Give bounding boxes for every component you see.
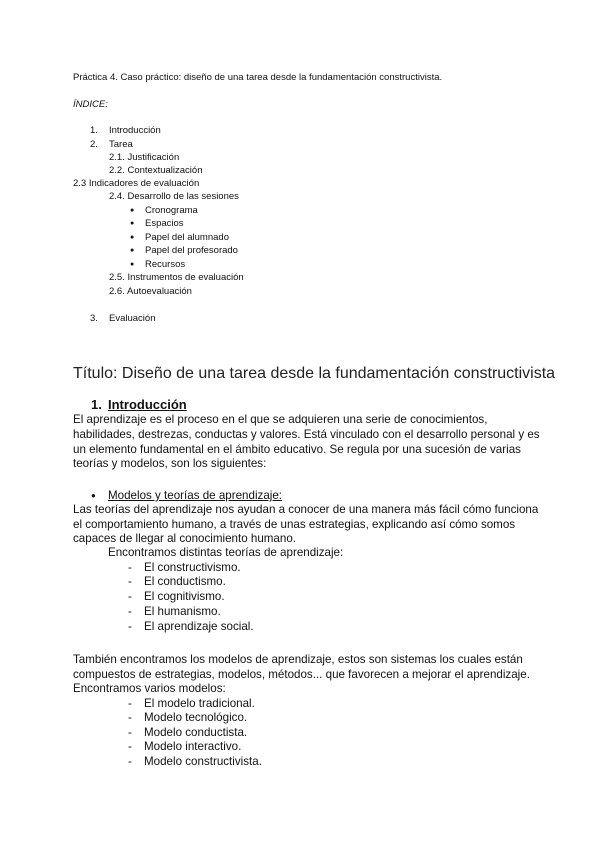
dash-icon: - — [128, 740, 132, 753]
bullet-icon: ● — [130, 247, 135, 254]
index-item: 2.1. Justificación — [109, 152, 180, 163]
list-item: El aprendizaje social. — [144, 620, 254, 633]
bullet-icon: ● — [91, 491, 96, 500]
document-title: Título: Diseño de una tarea desde la fundamentación constructivista — [73, 365, 556, 382]
text-line: compuestos de estrategias, modelos, métodos... que favorecen a mejorar el aprendizaje. — [73, 668, 530, 681]
bullet-icon: ● — [130, 207, 135, 214]
list-item: El modelo tradicional. — [144, 697, 255, 710]
list-item: El cognitivismo. — [144, 590, 225, 603]
bullet-icon: ● — [130, 261, 135, 268]
index-number: 2. — [90, 139, 98, 150]
dash-icon: - — [128, 726, 132, 739]
document-header: Práctica 4. Caso práctico: diseño de una tarea desde la fundamentación constructivista. — [73, 72, 443, 83]
dash-icon: - — [128, 605, 132, 618]
section-heading: Introducción — [108, 397, 187, 412]
dash-icon: - — [128, 711, 132, 724]
text-line: teorías y modelos, son los siguientes: — [73, 457, 267, 470]
text-line: capaces de llegar al conocimiento humano. — [73, 532, 296, 545]
index-item: 2.4. Desarrollo de las sesiones — [109, 191, 239, 202]
list-item: Modelo interactivo. — [144, 740, 242, 753]
subheading: Modelos y teorías de aprendizaje: — [108, 489, 283, 502]
index-item: Espacios — [145, 218, 184, 229]
text-line: El aprendizaje es el proceso en el que se adquieren una serie de conocimientos, — [73, 413, 488, 426]
text-line: un elemento fundamental en el ámbito educativo. Se regula por una sucesión de varias — [73, 443, 521, 456]
list-item: El constructivismo. — [144, 561, 241, 574]
text-line: También encontramos los modelos de aprendizaje, estos son sistemas los cuales están — [73, 653, 523, 666]
index-item: 2.2. Contextualización — [109, 165, 203, 176]
bullet-icon: ● — [130, 234, 135, 241]
dash-icon: - — [128, 620, 132, 633]
dash-icon: - — [128, 575, 132, 588]
index-item: Introducción — [109, 125, 161, 136]
index-item: Cronograma — [145, 205, 198, 216]
index-item: Recursos — [145, 259, 186, 270]
dash-icon: - — [128, 697, 132, 710]
section-number: 1. — [91, 397, 102, 412]
list-item: El conductismo. — [144, 575, 226, 588]
list-item: Modelo constructivista. — [144, 755, 262, 768]
index-item: 2.3 Indicadores de evaluación — [73, 178, 200, 189]
index-item: Evaluación — [109, 313, 156, 324]
dash-icon: - — [128, 590, 132, 603]
text-line: Encontramos distintas teorías de aprendizaje: — [108, 546, 344, 559]
index-item: 2.6. Autoevaluación — [109, 286, 192, 297]
index-item: 2.5. Instrumentos de evaluación — [109, 272, 244, 283]
dash-icon: - — [128, 561, 132, 574]
bullet-icon: ● — [130, 220, 135, 227]
text-line: Encontramos varios modelos: — [73, 682, 226, 695]
text-line: Las teorías del aprendizaje nos ayudan a conocer de una manera más fácil cómo funciona — [73, 503, 539, 516]
list-item: Modelo conductista. — [144, 726, 248, 739]
text-line: habilidades, destrezas, conductas y valores. Está vinculado con el desarrollo personal y es — [73, 428, 540, 441]
dash-icon: - — [128, 755, 132, 768]
index-number: 1. — [90, 125, 98, 136]
text-line: el comportamiento humano, a través de unas estrategias, explicando así cómo somos — [73, 518, 516, 531]
index-title: ÍNDICE: — [73, 99, 108, 110]
list-item: Modelo tecnológico. — [144, 711, 248, 724]
index-number: 3. — [90, 313, 98, 324]
index-item: Papel del profesorado — [145, 245, 238, 256]
index-item: Tarea — [109, 139, 133, 150]
list-item: El humanismo. — [144, 605, 221, 618]
index-item: Papel del alumnado — [145, 232, 229, 243]
